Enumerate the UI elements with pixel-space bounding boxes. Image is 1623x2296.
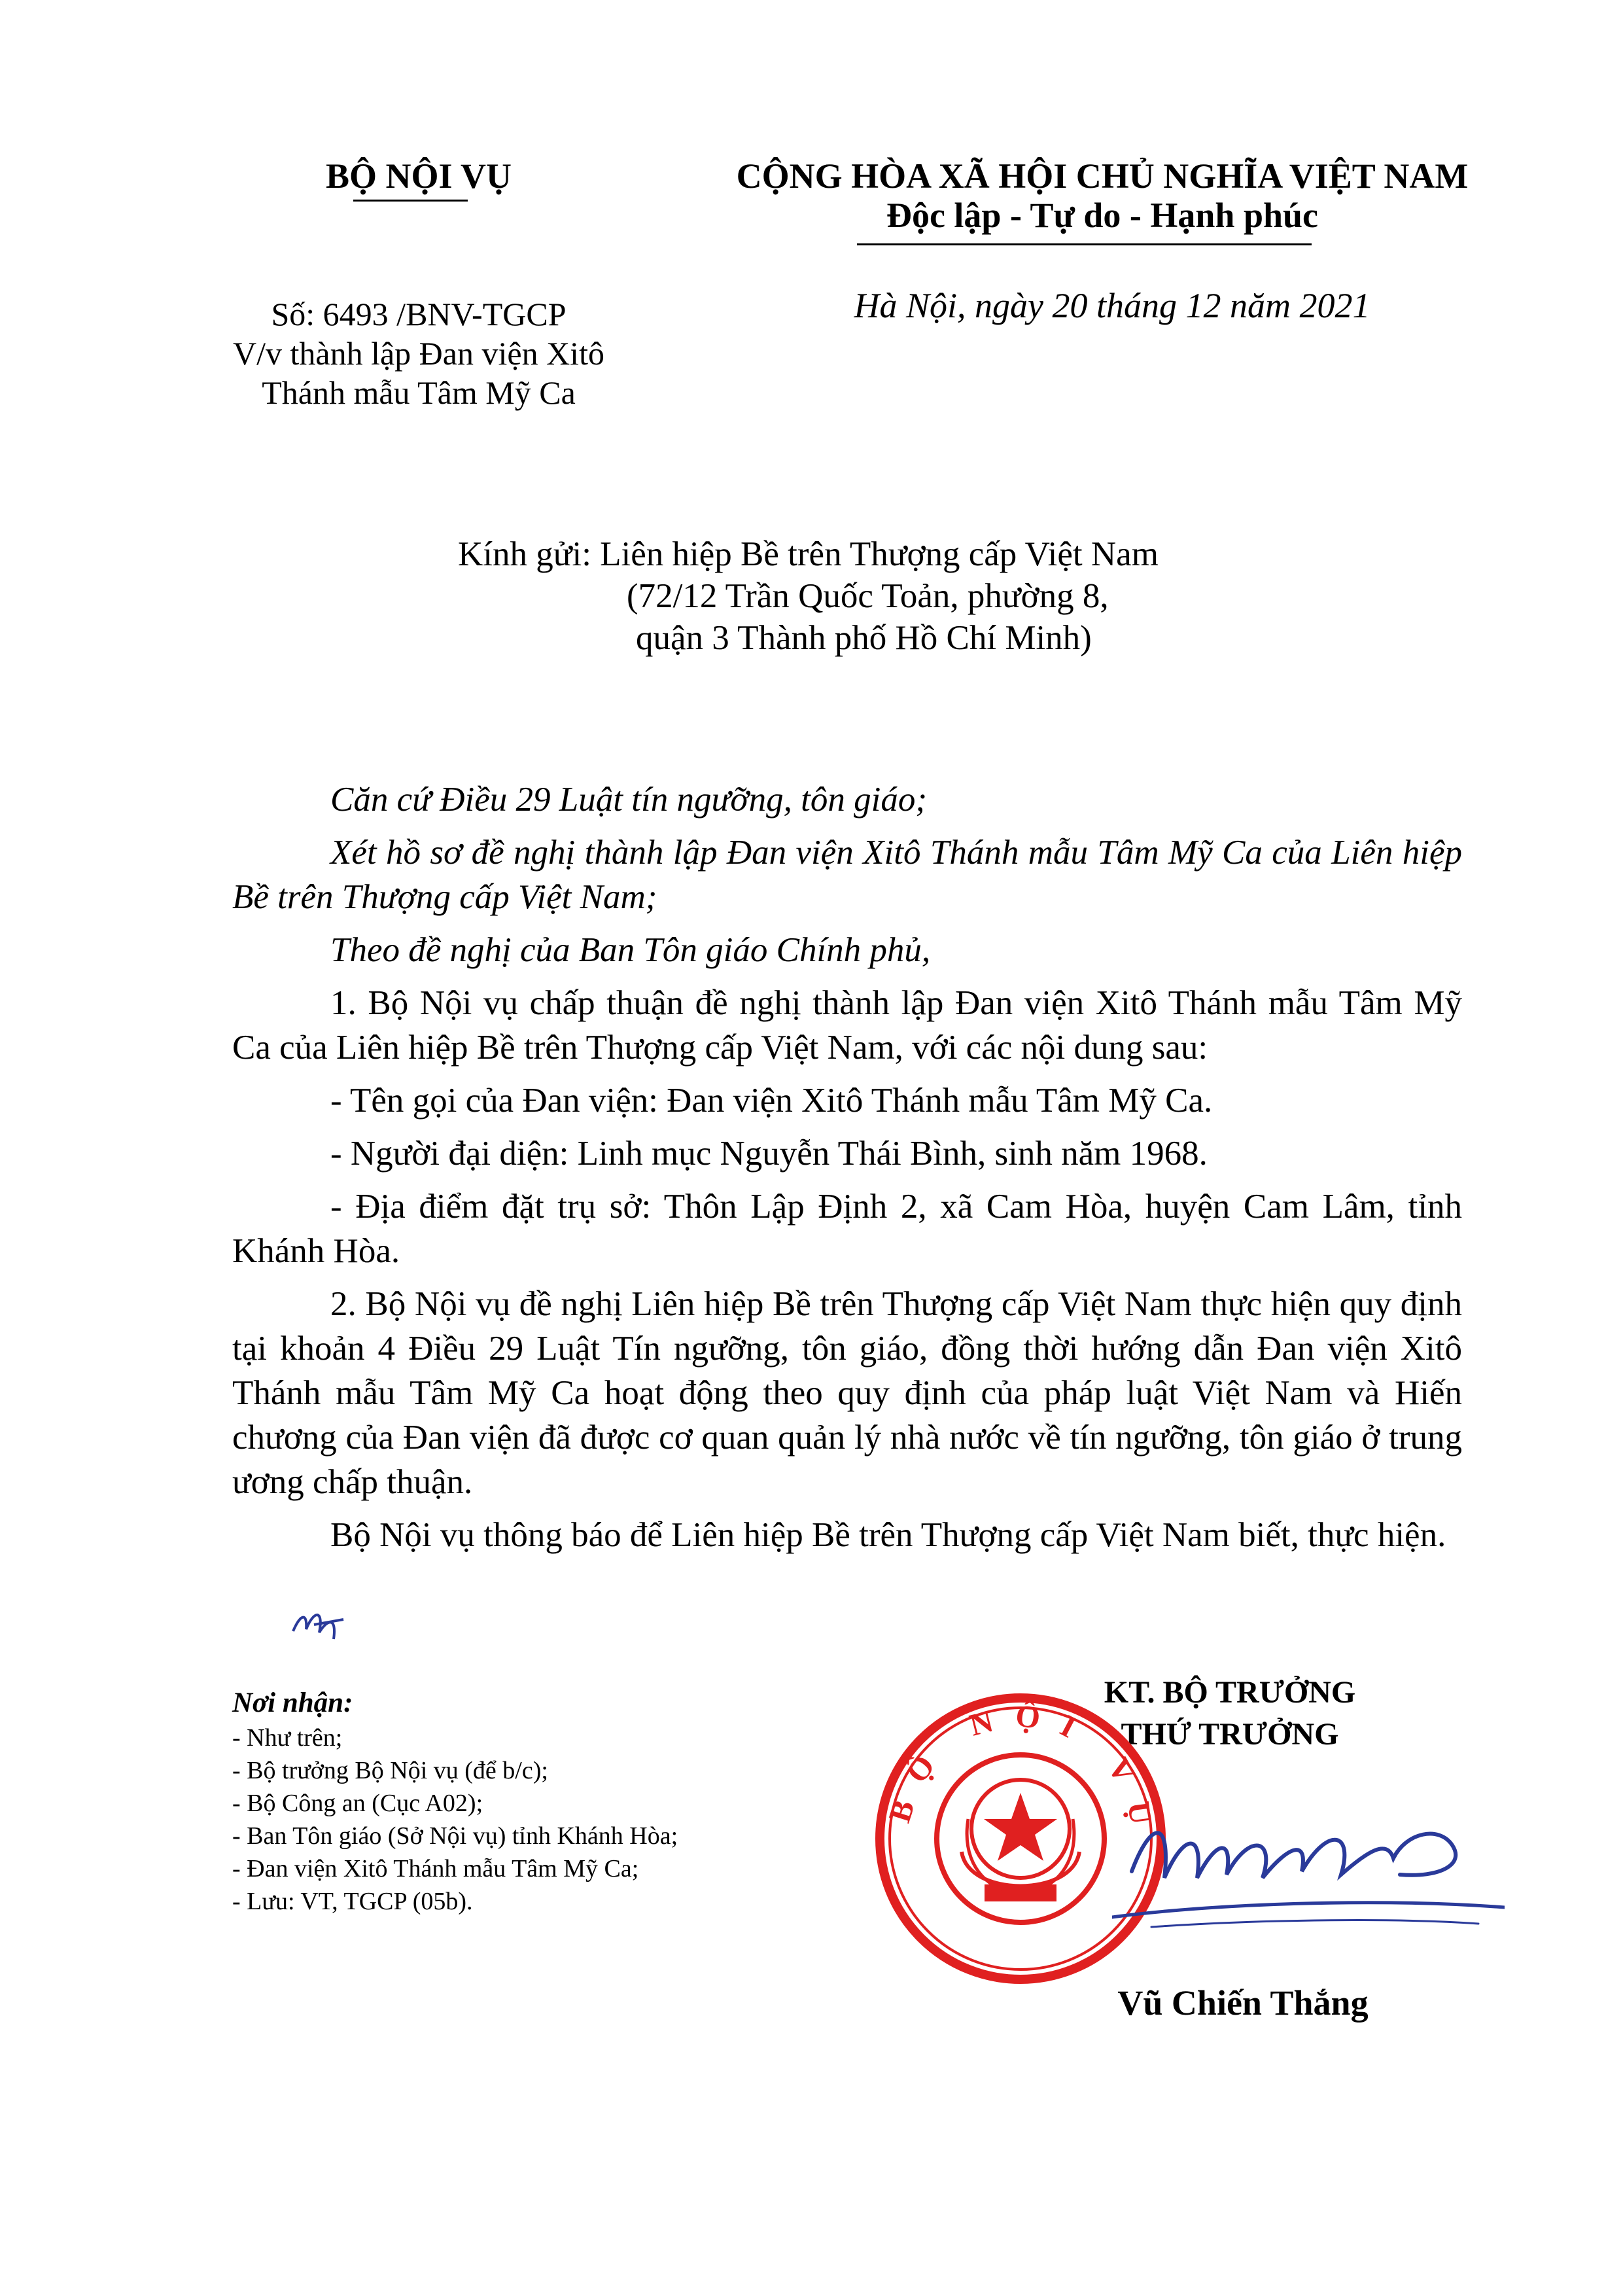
svg-text:BỘ NỘI VỤ: BỘ NỘI VỤ bbox=[882, 1698, 1161, 1846]
initials-mark bbox=[288, 1600, 347, 1646]
distribution-title: Nơi nhận: bbox=[232, 1687, 353, 1718]
list-item: - Bộ trưởng Bộ Nội vụ (để b/c); bbox=[232, 1757, 548, 1784]
closing-notice: Bộ Nội vụ thông báo để Liên hiệp Bề trên Thượng cấp Việt Nam biết, thực hiện. bbox=[330, 1516, 1446, 1554]
signatory-title-2: THỨ TRƯỞNG bbox=[1121, 1717, 1339, 1752]
letter-body bbox=[232, 777, 1462, 1566]
document-subject-line-2: Thánh mẫu Tâm Mỹ Ca bbox=[262, 374, 576, 411]
headquarters-address: - Địa điểm đặt trụ sở: Thôn Lập Định 2, xã Cam Hòa, huyện Cam Lâm, tỉnh Khánh Hòa. bbox=[232, 1188, 1462, 1270]
list-item: - Như trên; bbox=[232, 1724, 343, 1752]
list-item: - Bộ Công an (Cục A02); bbox=[232, 1790, 483, 1817]
document-number: Số: 6493 /BNV-TGCP bbox=[271, 296, 567, 332]
decision-item-2: 2. Bộ Nội vụ đề nghị Liên hiệp Bề trên Thượng cấp Việt Nam thực hiện quy định tại khoản 4 Điều 29 Luật Tín ngưỡng, tôn giáo, đồng thời hướng dẫn Đan viện Xitô Thánh mẫu Tâm Mỹ Ca hoạt động theo quy định của pháp luật Việt Nam và Hiến chương của Đan viện đã được cơ quan quản lý nhà nước về tín ngưỡng, tôn giáo ở trung ương chấp thuận. bbox=[232, 1285, 1462, 1501]
country-name: CỘNG HÒA XÃ HỘI CHỦ NGHĨA VIỆT NAM bbox=[736, 156, 1469, 196]
list-item: - Đan viện Xitô Thánh mẫu Tâm Mỹ Ca; bbox=[232, 1855, 639, 1882]
proposal-reference: Theo đề nghị của Ban Tôn giáo Chính phủ, bbox=[330, 931, 931, 969]
national-motto: Độc lập - Tự do - Hạnh phúc bbox=[886, 196, 1319, 235]
distribution-list bbox=[232, 1685, 821, 1918]
decision-item-1: 1. Bộ Nội vụ chấp thuận đề nghị thành lập Đan viện Xitô Thánh mẫu Tâm Mỹ Ca của Liên hiệp Bề trên Thượng cấp Việt Nam, với các nội dung sau: bbox=[232, 984, 1462, 1067]
place-and-date: Hà Nội, ngày 20 tháng 12 năm 2021 bbox=[854, 286, 1370, 325]
recipient-line-3: quận 3 Thành phố Hồ Chí Minh) bbox=[636, 619, 1092, 657]
signer-name: Vũ Chiến Thắng bbox=[1117, 1983, 1369, 2022]
representative: - Người đại diện: Linh mục Nguyễn Thái Bình, sinh năm 1968. bbox=[330, 1135, 1208, 1173]
issuing-organization: BỘ NỘI VỤ bbox=[325, 156, 512, 196]
consideration: Xét hồ sơ đề nghị thành lập Đan viện Xitô Thánh mẫu Tâm Mỹ Ca của Liên hiệp Bề trên Thượng cấp Việt Nam; bbox=[232, 834, 1462, 916]
org-underline bbox=[353, 200, 468, 202]
recipient-line-2: (72/12 Trần Quốc Toản, phường 8, bbox=[627, 577, 1109, 615]
document-number-block bbox=[216, 294, 621, 412]
recipient-line-1: Kính gửi: Liên hiệp Bề trên Thượng cấp Việt Nam bbox=[458, 535, 1159, 573]
handwritten-signature bbox=[1112, 1793, 1505, 1963]
monastery-name: - Tên gọi của Đan viện: Đan viện Xitô Thánh mẫu Tâm Mỹ Ca. bbox=[330, 1082, 1213, 1120]
recipient-block bbox=[458, 533, 1439, 659]
motto-underline bbox=[857, 243, 1312, 245]
signatory-title-1: KT. BỘ TRƯỞNG bbox=[1104, 1675, 1356, 1710]
document-subject-line-1: V/v thành lập Đan viện Xitô bbox=[233, 335, 604, 372]
list-item: - Ban Tôn giáo (Sở Nội vụ) tỉnh Khánh Hòa; bbox=[232, 1822, 678, 1850]
legal-basis: Căn cứ Điều 29 Luật tín ngưỡng, tôn giáo; bbox=[330, 781, 927, 819]
list-item: - Lưu: VT, TGCP (05b). bbox=[232, 1888, 473, 1915]
